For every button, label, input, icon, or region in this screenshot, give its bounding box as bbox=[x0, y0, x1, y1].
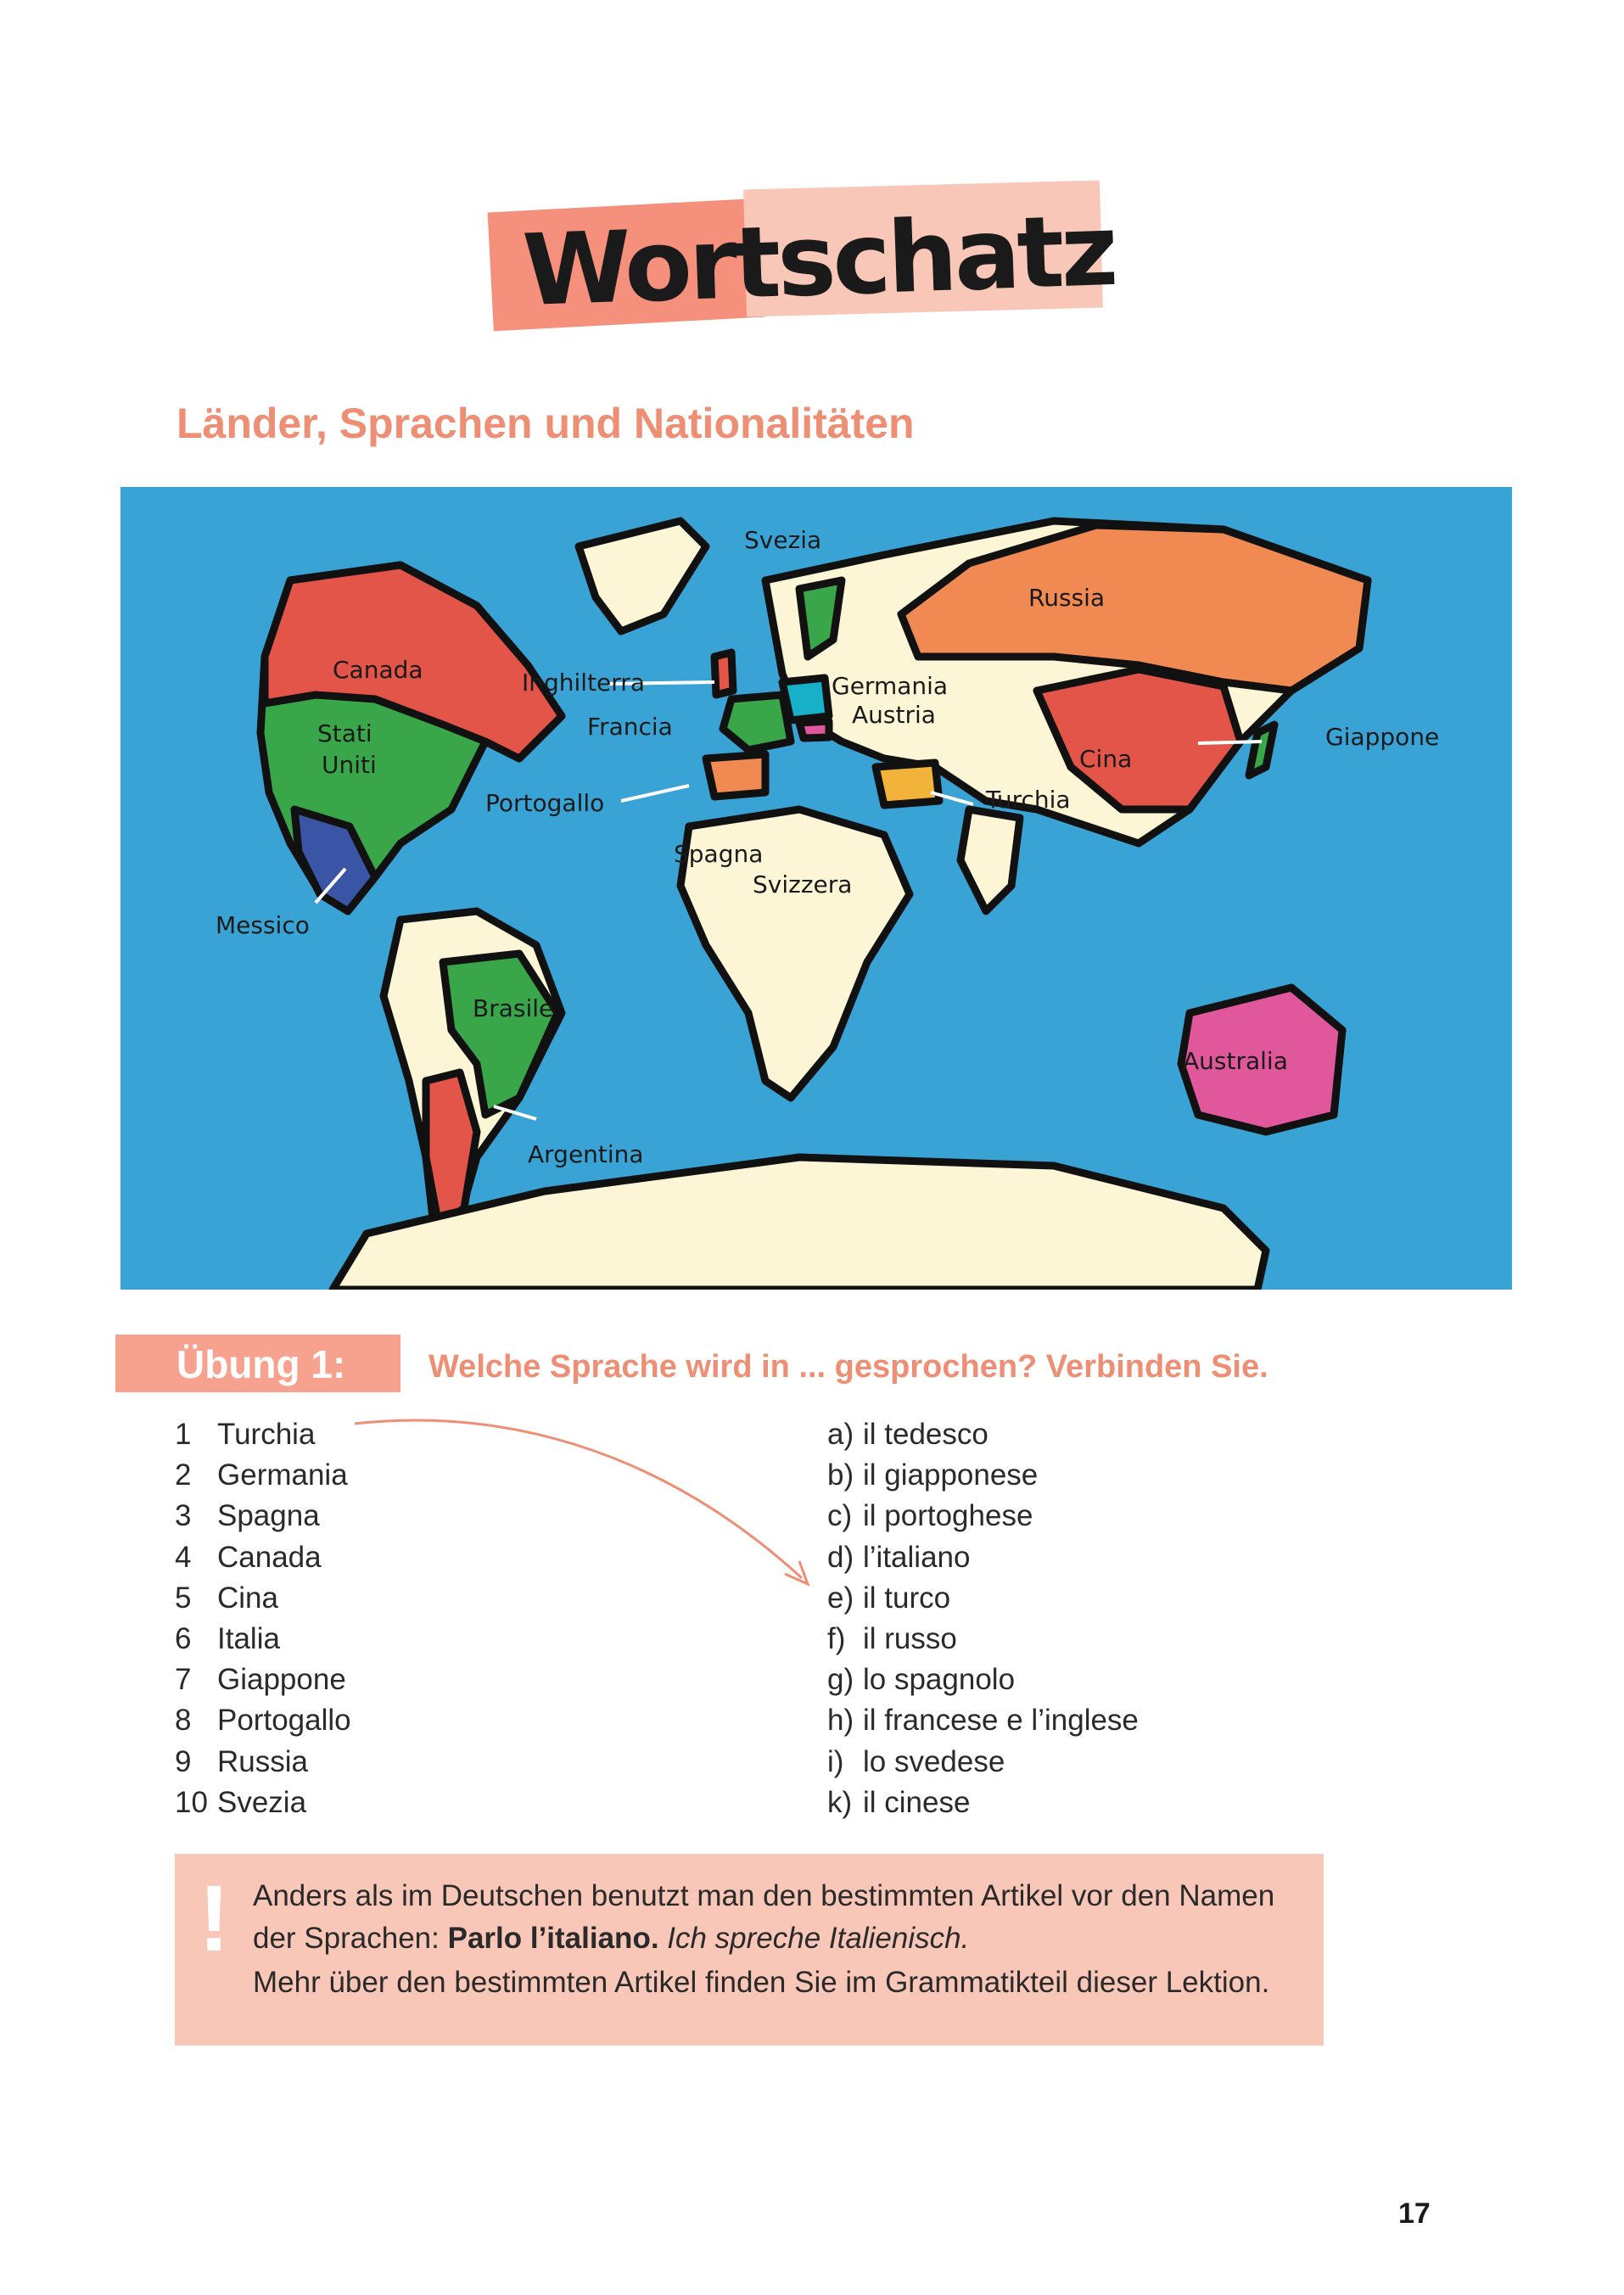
exercise-label: Übung 1: bbox=[176, 1342, 346, 1386]
language-name: lo spagnolo bbox=[863, 1663, 1016, 1697]
country-name: Spagna bbox=[217, 1499, 320, 1533]
country-number: 5 bbox=[175, 1581, 192, 1615]
country-number: 9 bbox=[175, 1744, 192, 1778]
map-label-australia: Australia bbox=[1183, 1047, 1288, 1075]
country-number: 6 bbox=[175, 1621, 192, 1655]
landmass-uk bbox=[714, 652, 733, 695]
map-label-cina: Cina bbox=[1079, 745, 1133, 773]
country-item bbox=[175, 1619, 351, 1660]
language-name: il tedesco bbox=[863, 1418, 988, 1451]
country-item bbox=[175, 1783, 351, 1823]
country-name: Portogallo bbox=[217, 1704, 351, 1738]
language-name: il francese e l’inglese bbox=[863, 1704, 1139, 1738]
country-item bbox=[175, 1660, 351, 1700]
map-label-spagna: Spagna bbox=[674, 840, 764, 868]
world-map-svg bbox=[120, 487, 1512, 1290]
page-number: 17 bbox=[1398, 2197, 1431, 2230]
note-box bbox=[175, 1854, 1324, 2046]
country-name: Giappone bbox=[217, 1663, 346, 1697]
country-name: Canada bbox=[217, 1540, 322, 1574]
language-item bbox=[827, 1578, 1139, 1619]
country-item bbox=[175, 1578, 351, 1619]
map-label-inghilterra: Inghilterra bbox=[522, 669, 645, 697]
exercise-instruction: Welche Sprache wird in ... gesprochen? Verbinden Sie. bbox=[428, 1349, 1268, 1385]
map-label-austria: Austria bbox=[852, 701, 936, 729]
language-item bbox=[827, 1455, 1139, 1496]
language-letter: f) bbox=[827, 1621, 846, 1655]
title-part-1: Wort bbox=[520, 204, 780, 329]
note-line-3: Mehr über den bestimmten Artikel finden Sie im Grammatikteil dieser Lektion. bbox=[253, 1966, 1270, 1999]
language-name: il giapponese bbox=[863, 1458, 1039, 1492]
country-number: 4 bbox=[175, 1540, 192, 1574]
region-austria bbox=[799, 721, 829, 738]
language-letter: e) bbox=[827, 1581, 854, 1615]
language-name: lo svedese bbox=[863, 1744, 1005, 1778]
language-item bbox=[827, 1619, 1139, 1660]
map-label-argentina: Argentina bbox=[528, 1140, 644, 1168]
language-item bbox=[827, 1496, 1139, 1537]
language-name: il turco bbox=[863, 1581, 951, 1615]
note-line-2 bbox=[253, 1922, 969, 1956]
language-item bbox=[827, 1742, 1139, 1783]
map-label-svezia: Svezia bbox=[744, 526, 822, 554]
map-label-portogallo: Portogallo bbox=[485, 789, 605, 817]
language-letter: d) bbox=[827, 1540, 854, 1574]
country-item bbox=[175, 1455, 351, 1496]
country-list bbox=[175, 1414, 351, 1823]
note-example-german: Ich spreche Italienisch. bbox=[658, 1922, 970, 1955]
map-label-giappone: Giappone bbox=[1325, 723, 1440, 751]
country-name: Turchia bbox=[217, 1418, 316, 1451]
example-arrow bbox=[348, 1408, 823, 1604]
country-number: 3 bbox=[175, 1499, 192, 1533]
language-item bbox=[827, 1783, 1139, 1823]
page-title bbox=[521, 193, 1117, 328]
title-part-2: schatz bbox=[775, 193, 1117, 320]
language-item bbox=[827, 1414, 1139, 1455]
note-line-2-prefix: der Sprachen: bbox=[253, 1922, 448, 1955]
country-name: Russia bbox=[217, 1744, 308, 1778]
map-label-canada: Canada bbox=[333, 656, 423, 684]
language-name: il portoghese bbox=[863, 1499, 1033, 1533]
world-map bbox=[120, 487, 1512, 1290]
note-line-1: Anders als im Deutschen benutzt man den bestimmten Artikel vor den Namen bbox=[253, 1879, 1275, 1912]
language-letter: i) bbox=[827, 1744, 844, 1778]
country-number: 1 bbox=[175, 1418, 192, 1451]
language-name: l’italiano bbox=[863, 1540, 971, 1574]
exercise-tab bbox=[115, 1335, 400, 1392]
country-number: 7 bbox=[175, 1663, 192, 1697]
country-name: Germania bbox=[217, 1458, 348, 1492]
map-label-messico: Messico bbox=[216, 911, 310, 939]
language-item bbox=[827, 1660, 1139, 1700]
map-label-stati-uniti-1: Stati bbox=[317, 719, 372, 747]
country-item bbox=[175, 1496, 351, 1537]
section-heading: Länder, Sprachen und Nationalitäten bbox=[176, 400, 915, 447]
country-name: Italia bbox=[217, 1621, 280, 1655]
region-spain bbox=[706, 754, 765, 797]
language-letter: c) bbox=[827, 1499, 853, 1533]
map-label-brasile: Brasile bbox=[473, 994, 554, 1022]
country-number: 2 bbox=[175, 1458, 192, 1492]
language-letter: b) bbox=[827, 1458, 854, 1492]
language-name: il cinese bbox=[863, 1785, 971, 1819]
language-name: il russo bbox=[863, 1621, 957, 1655]
country-name: Cina bbox=[217, 1581, 278, 1615]
country-name: Svezia bbox=[217, 1785, 307, 1819]
map-label-germania: Germania bbox=[832, 672, 949, 700]
map-label-francia: Francia bbox=[587, 713, 673, 741]
map-label-russia: Russia bbox=[1028, 584, 1106, 612]
country-item bbox=[175, 1414, 351, 1455]
note-example-italian: Parlo l’italiano. bbox=[447, 1922, 659, 1955]
country-number: 10 bbox=[175, 1785, 208, 1819]
map-label-svizzera: Svizzera bbox=[753, 870, 853, 898]
region-france bbox=[723, 695, 791, 750]
language-item bbox=[827, 1537, 1139, 1578]
map-label-turchia: Turchia bbox=[986, 786, 1071, 814]
exclamation-icon: ! bbox=[199, 1867, 230, 1971]
language-list bbox=[827, 1414, 1139, 1823]
region-turkey bbox=[876, 763, 939, 805]
language-letter: a) bbox=[827, 1418, 854, 1451]
country-item bbox=[175, 1700, 351, 1741]
country-item bbox=[175, 1537, 351, 1578]
language-letter: g) bbox=[827, 1663, 854, 1697]
language-item bbox=[827, 1700, 1139, 1741]
country-number: 8 bbox=[175, 1704, 192, 1738]
language-letter: k) bbox=[827, 1785, 853, 1819]
country-item bbox=[175, 1742, 351, 1783]
title-banner bbox=[490, 180, 1117, 333]
map-label-stati-uniti-2: Uniti bbox=[322, 751, 377, 779]
language-letter: h) bbox=[827, 1704, 854, 1738]
